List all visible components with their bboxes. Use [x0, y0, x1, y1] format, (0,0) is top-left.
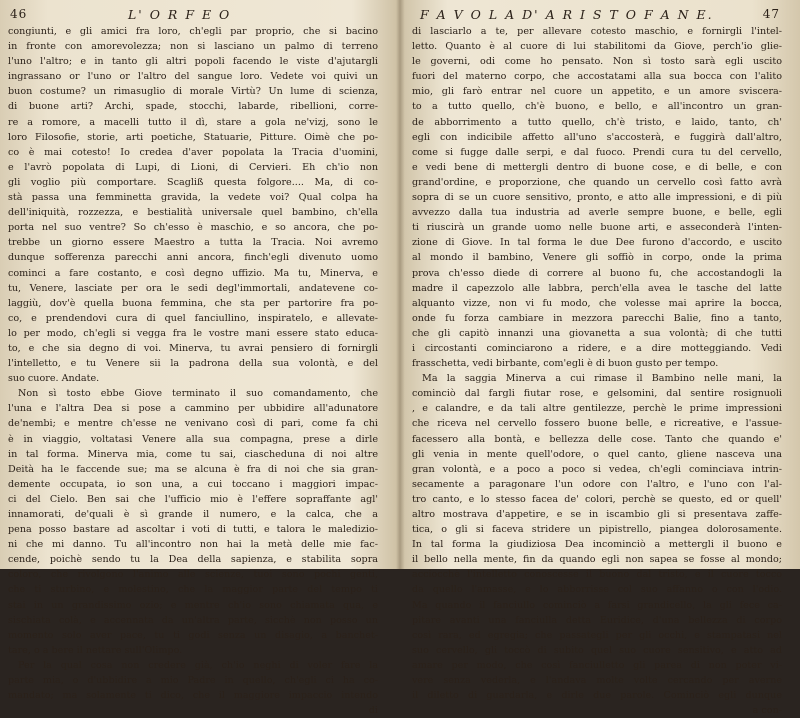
left-page-number: 46 — [10, 7, 28, 21]
text-line: grand'ordine, e proporzione, che quando un cervello così fatto avrà — [412, 176, 782, 188]
text-line: onde fu forza cambiare in mezzora parecchi Balie, fino a tanto, — [412, 312, 782, 324]
text-line: i circostanti cominciarono a ridere, e a dire motteggiando. Vedi — [412, 342, 782, 354]
right-catchword: a con- — [752, 705, 782, 717]
text-line: congiunti, e gli amici fra loro, ch'egli par proprio, che si bacino — [8, 26, 378, 37]
text-line: mandato; ma solamente ti dico, che il maggiore impaccio intendo — [8, 690, 378, 702]
text-line: che gli capitò innanzi una giovanetta a sua volontà; di che tutti — [412, 327, 782, 339]
right-page-number: 47 — [762, 7, 780, 21]
right-running-head: F A V O L A D' A R I S T O F A N E. — [420, 7, 714, 22]
text-line: vere senza vederla, e l'andava molte volte cercando per averne — [412, 675, 782, 687]
text-line: dell'iniquità, rozzezza, e bestialità universale quel bambino, ch'ella — [8, 207, 378, 219]
text-line: laggiù, dov'è quella buona femmina, che sta per partorire fra po- — [8, 297, 378, 309]
text-line: Non sì tosto ebbe Giove terminato il suo comandamento, che — [18, 388, 378, 400]
text-line: amare per modo, che così fanciulletto gli parea di non poter vi- — [412, 659, 782, 671]
text-line: re a romore, a macelli tutto il dì, stare a gola ne'vizj, sono le — [8, 116, 378, 128]
text-line: demente occupata, io son una, a cui toccano i maggiori impac- — [8, 478, 378, 490]
text-line: fuori del materno corpo, che accostatami alla sua bocca con l'alito — [412, 71, 782, 83]
text-line: di buone arti? Archi, spade, stocchi, labarde, ribellioni, corre- — [8, 101, 378, 113]
text-line: l'intelletto, e tu Venere sii la padrona della sua volontà, e del — [8, 358, 378, 370]
text-line: ingrassano or l'uno or l'altro del sangue loro. Vedete voi quivi un — [8, 71, 378, 83]
text-line: in tal forma. Minerva mia, come tu sai, ciascheduna di noi altre — [8, 448, 378, 460]
text-line: coloro, che rivolgono l'animo alle scienze, tuoi sono pochi genti, — [8, 569, 378, 581]
text-line: zione di Giove. In tal forma le due Dee furono d'accordo, e uscito — [412, 237, 782, 249]
text-line: alquanto vizze, non vi fu modo, che volesse mai aprire la bocca, — [412, 297, 782, 309]
text-line: il bello nella mente, fin da quando egli non sapea se fosse al mondo; — [412, 554, 782, 566]
text-line: gli venia in mente quell'odore, o quel canto, gliene nasceva una — [412, 448, 782, 460]
text-line: l'una e l'altra Dea si pose a cammino per ubbidire all'adunatore — [8, 403, 378, 415]
text-line: altro mostrava d'appetire, e se in iscambio gli si presentava zaffe- — [412, 509, 782, 520]
text-line: innamorati, de'quali è sì grande il numero, e la calca, che a — [8, 509, 378, 520]
text-line: stà passa una femminetta gravida, la vedete voi? Qual colpa ha — [8, 192, 378, 204]
text-line: frasschetta, vedi birbante, com'egli è di buon gusto per tempo. — [412, 358, 719, 370]
text-line: loro Filosofie, storie, arti poetiche, Statuarie, Pitture. Oimè che po- — [8, 131, 378, 143]
left-running-head: L' O R F E O — [128, 7, 232, 22]
text-line: come si fugge dalle serpi, e dal fuoco. Prendi cura tu del cervello, — [412, 146, 782, 158]
text-line: prova ch'esso diede di correre al buono fu, che accostandogli la — [412, 267, 782, 279]
text-line: In tal forma la giudiziosa Dea incominciò a mettergli il buono e — [412, 539, 782, 551]
text-line: trebbe un giorno essere Maestro a tutta la Tracia. Noi avremo — [8, 237, 378, 249]
text-line: mio, gli farò entrar nel cuore un appetito, e un amore sviscera- — [412, 86, 782, 98]
text-line: sischiata colà, e accennata da un'altra parte, sicchè non posso un — [8, 614, 378, 626]
text-line: da quello l'amasse, e lo abborrisse col suo affanno o con l'odio. — [412, 584, 782, 596]
left-page — [8, 6, 378, 717]
text-line: porta nel suo ventre? So ch'esso è maschio, e so ancora, che po- — [8, 222, 378, 234]
left-page-text — [8, 24, 378, 703]
text-line: dunque sofferenza parecchi anni ancora, finch'egli divenuto uomo — [8, 252, 378, 264]
text-line: ni che mi danno. Tu all'incontro non hai la metà delle mie fac- — [8, 539, 378, 551]
right-page-text — [412, 24, 782, 703]
text-line: co è mai cotesto! Io credea d'aver popolata la Tracia d'uomini, — [8, 146, 378, 158]
text-line: de abborrimento a tutto quello, ch'è tristo, e laido, tanto, ch' — [412, 116, 782, 128]
text-line: Per la qual cosa non credere già, ch'io neghi di voler fare la — [18, 659, 378, 671]
text-line: , e calandre, e da tali altre gentilezze, perchè le prime impressioni — [412, 403, 782, 415]
text-line: tare, o a bere il nettare sull'Olimpo. — [8, 644, 183, 656]
text-line: il diletto di guardarla, e dirle due parole. Cominciò egli dunque — [412, 690, 782, 702]
text-line: acciocchè l'intelletto conoscesse il buono dal tristo, e il cuore tocco — [412, 569, 782, 581]
text-line: che riceva nel cervello fossero buone belle, e ricreative, e l'assue- — [412, 418, 782, 430]
text-line: Ma quando il fanciullo cominciò a farsi grandicello, la gli fece ca- — [412, 599, 782, 611]
text-line: tu, Venere, lasciate per ora le sedi degl'immortali, andatevene co- — [8, 282, 378, 294]
text-line: gran volontà, e a poco a poco si vedea, ch'egli cominciava intrin- — [412, 463, 782, 475]
text-line: tro canto, e lo stesso facea de' colori, perchè se questo, ed or quell' — [412, 493, 782, 505]
text-line: così rara, ed egregia; che passategli per gli occhi, e stampatasi nel — [412, 629, 782, 641]
text-line: in fronte con amorevolezza; non si lasciano un palmo di terreno — [8, 41, 378, 53]
text-line: ti riuscirà un grande uomo nelle buone arti, e asseconderà l'inten- — [412, 222, 782, 234]
right-page-header — [412, 6, 782, 24]
text-line: momento solo aver pace, tu ti godi senza un disagio, a banchet- — [8, 629, 378, 641]
text-line: to, e che sia degno di voi. Minerva, tu avrai pensiero di fornirgli — [8, 342, 378, 354]
text-line: è in viaggio, voltatasi Venere alla sua compagna, prese a dirle — [8, 433, 378, 445]
text-line: to a tutto quello, ch'è buono, e bello, e all'incontro un gran- — [412, 101, 782, 113]
text-line: sopra di se un cuore sensitivo, pronto, e atto alle impressioni, e di più — [412, 192, 782, 204]
text-line: l'uno l'altro; e in tanto gli altri popoli facendo le viste d'ajutargli — [8, 56, 378, 68]
text-line: lo per modo, ch'egli si vegga fra le vostre mani essere stato educa- — [8, 327, 378, 339]
text-line: gli voglio più comportare. Scagliß questa folgore.... Ma, di co- — [8, 176, 378, 188]
text-line: pitare avanti una fanciulla detta Euridice, d'una bellezza di corpo — [412, 614, 782, 626]
text-line: secamente a paragonare l'un odore con l'altro, e l'uno con l'al- — [412, 478, 782, 490]
text-line: madre il capezzolo alle labbra, perch'ella avea le tasche del latte — [412, 282, 782, 294]
text-line: de'nembi; e mentre ch'esse ne venivano così di pari, come fa chi — [8, 418, 378, 430]
text-line: tica, o gli si faceva stridere un pipistrello, piangea dolorosamente. — [412, 524, 782, 536]
right-page — [412, 6, 782, 717]
left-catchword: di — [368, 705, 378, 717]
text-line: cende, poichè sendo tu la Dea della sapienza, e stabilita sopra — [8, 554, 378, 566]
text-line: stai in un grandissimo ozio; e mentre ch'io sono chiamata qua, e — [8, 599, 378, 611]
text-line: Deità ha le faccende sue; ma se alcuna è fra di noi che sia gran- — [8, 463, 378, 475]
text-line: parte mia, o d'ubbidire a mio Padre in quello, ch'egli ci ha co- — [8, 675, 378, 687]
text-line: avvezzo dalla tua industria ad averle sempre buone, e belle, egli — [412, 207, 782, 219]
text-line: buon costume? un rimasuglio di morale Virtù? Un lume di scienza, — [8, 86, 378, 98]
text-line: di lasciarlo a te, per allevare cotesto maschio, e fornirgli l'intel- — [412, 26, 782, 37]
text-line: egli con indicibile affetto all'uno s'accosterà, e fuggirà dall'altro, — [412, 131, 782, 143]
text-line: cominci a fare costanto, e così degno uffizio. Ma tu, Minerva, e — [8, 267, 378, 279]
text-line: facessero alla bontà, e bellezza delle cose. Tanto che quando e' — [412, 433, 782, 445]
text-line: al mondo il bambino, Venere gli soffiò in corpo, onde la prima — [412, 252, 782, 264]
text-line: suo cervello, gli toccò di subito quel suo cuore sensitivo, e atto ad — [412, 644, 782, 656]
text-line: pena posso bastare ad ascoltar i voti di tutti, e talora le maledizio- — [8, 524, 378, 536]
text-line: e l'avrò popolata di Lupi, di Lioni, di Cervieri. Eh ch'io non — [8, 161, 378, 173]
left-page-header — [8, 6, 378, 24]
text-line: co, e prendendovi cura di quel fanciullino, inspiratelo, e allevate- — [8, 312, 378, 324]
text-line: letto. Quanto è al cuore di lui stabilitomi da Giove, perch'io glie- — [412, 41, 782, 53]
text-line: Ma la saggia Minerva a cui rimase il Bambino nelle mani, la — [422, 373, 782, 385]
text-line: e vedi bene di mettergli dentro di buone cose, e di belle, e con — [412, 161, 782, 173]
text-line: ci del Cielo. Ben sai che l'ufficio mio è l'effere sopraffante agl' — [8, 493, 378, 505]
text-line: le governi, odi come ho pensato. Non sì tosto sarà egli uscito — [412, 56, 782, 68]
text-line: che ti sturbino, e molestino, che la maggior parte del tempo ti — [8, 584, 378, 596]
text-line: suo cuore. Andate. — [8, 373, 100, 385]
text-line: cominciò dal fargli fiutar rose, e gelsomini, dal sentire rosignuoli — [412, 388, 782, 400]
